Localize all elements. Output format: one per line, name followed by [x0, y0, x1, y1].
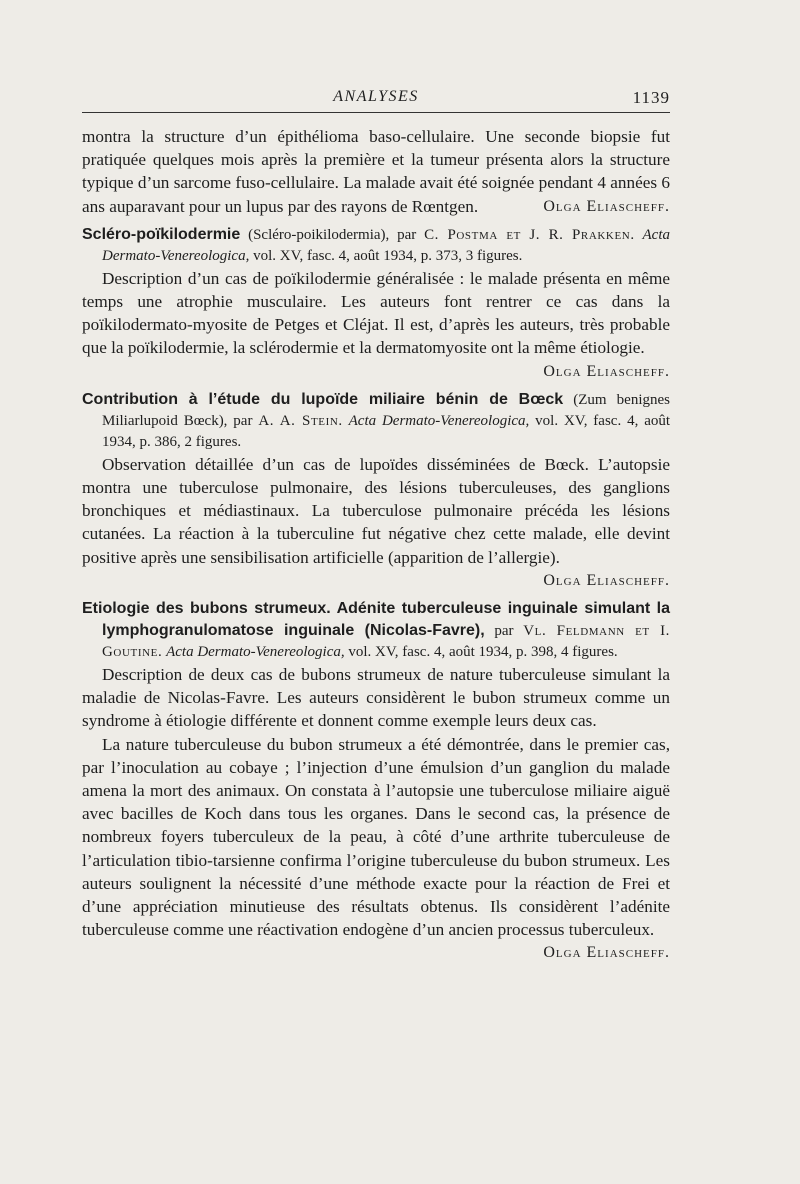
article-title: Scléro-poïkilodermie — [82, 225, 241, 243]
journal-name: Acta Dermato-Venereologica, — [102, 226, 671, 264]
article-subtitle: par — [484, 623, 524, 640]
page — [82, 86, 670, 971]
article-authors: C. Postma et J. R. Prakken. — [424, 226, 635, 243]
article-subtitle: (Scléro-poikilodermia), par — [240, 226, 425, 243]
intro-text: montra la structure d’un épithélioma baso-cellulaire. Une seconde biopsie fut pratiquée quelques mois après la première et la tumeur présenta alors la structure typique d’un sarcome fuso-cellulaire. La malade avait été soignée pendant 4 années 6 ans auparavant pour un lupus par des rayons de Rœntgen. — [82, 127, 670, 216]
article-citation — [82, 598, 670, 663]
page-header — [82, 86, 670, 110]
journal-name: Acta Dermato-Venereologica, — [348, 412, 530, 429]
journal-ref: vol. XV, fasc. 4, août 1934, p. 398, 4 figures. — [344, 644, 618, 661]
signature: Olga Eliascheff. — [543, 571, 670, 589]
article-1 — [82, 224, 670, 383]
article-citation — [82, 224, 670, 267]
article-body: Observation détaillée d’un cas de lupoïdes disséminées de Bœck. L’autopsie montra une tuberculose pulmonaire, des lésions tuberculeuses, des ganglions bronchiques et médiastinaux. La tuberculose pulmonaire précéda les lésions cutanées. La réaction à la tuberculine fut négative chez cette malade, elle devint positive après une sensibilisation artificielle (apparition de l’allergie). — [82, 454, 670, 567]
article-authors: A. A. Stein. — [258, 412, 343, 429]
running-title: ANALYSES — [333, 88, 419, 105]
article-authors: Vl. Feldmann et I. Goutine. — [102, 623, 671, 661]
intro-paragraph — [82, 125, 670, 218]
signature: Olga Eliascheff. — [543, 362, 670, 380]
signature: Olga Eliascheff. — [543, 944, 670, 962]
journal-ref: vol. XV, fasc. 4, août 1934, p. 373, 3 figures. — [249, 247, 523, 264]
article-body: Description d’un cas de poïkilodermie généralisée : le malade présenta en même temps une atrophie musculaire. Les auteurs font rentrer ce cas dans la poïkilodermato-myosite de Petges et Cléjat. Il est, d’après les auteurs, très probable que la poïkilodermie, la sclérodermie et la dermatomyosite ont la même étiologie. — [82, 268, 670, 358]
signature: Olga Eliascheff. — [543, 197, 670, 215]
article-body: La nature tuberculeuse du bubon strumeux a été démontrée, dans le premier cas, par l’inoculation au cobaye ; l’injection d’une émulsion d’un ganglion du malade amena la mort des animaux. On constata à l’autopsie une tuberculose miliaire aiguë avec bacilles de Koch dans tous les organes. Dans le second cas, la présence de nombreux foyers tuberculeux de la peau, à côté d’une arthrite tuberculeuse de l’articulation tibio-tarsienne confirma l’origine tuberculeuse du bubon strumeux. Les auteurs soulignent la nécessité d’une méthode exacte pour la réaction de Frei et d’une appréciation minutieuse des résultats obtenus. Ils considèrent l’adénite tuberculeuse comme une réactivation endogène d’un ancien processus tuberculeux. — [82, 734, 670, 940]
article-title: Etiologie des bubons strumeux. Adénite tuberculeuse inguinale simulant la lymphogranulomatose inguinale (Nicolas-Favre), — [82, 600, 670, 640]
journal-ref: vol. XV, fasc. 4, août 1934, p. 386, 2 figures. — [102, 412, 671, 450]
journal-name: Acta Dermato-Venereologica, — [166, 644, 345, 661]
header-rule — [82, 112, 670, 113]
article-2 — [82, 389, 670, 592]
page-number: 1139 — [632, 88, 670, 107]
article-citation — [82, 389, 670, 453]
article-title: Contribution à l’étude du lupoïde miliaire bénin de Bœck — [82, 390, 564, 408]
article-body: Description de deux cas de bubons strumeux de nature tuberculeuse simulant la maladie de Nicolas-Favre. Les auteurs considèrent le bubon strumeux comme un syndrome à étiologie différente et donnent comme exemple leurs deux cas. — [82, 665, 670, 731]
article-3 — [82, 598, 670, 965]
article-subtitle: (Zum benignes Miliarlupoid Bœck), par — [102, 391, 670, 429]
